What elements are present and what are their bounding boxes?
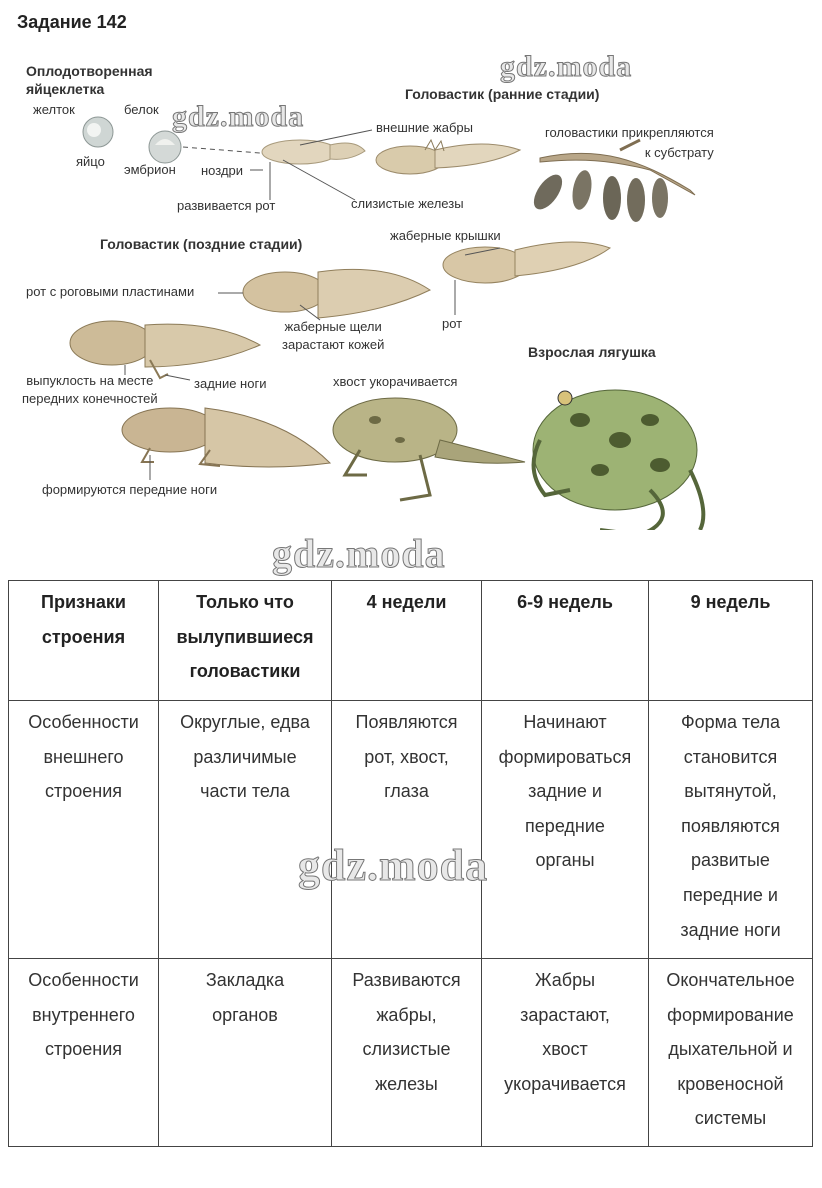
- cell-text: хвост: [542, 1039, 588, 1060]
- cell-text: задние и: [528, 781, 602, 802]
- header-fertilized-egg: [26, 62, 153, 98]
- task-title: Задание 142: [17, 12, 127, 32]
- cell-text: глаза: [384, 781, 429, 802]
- header-cell-6-9-weeks: [482, 581, 649, 701]
- label-gill-covers: жаберные крышки: [390, 228, 501, 243]
- cell-text: органов: [212, 1004, 278, 1025]
- header-cell-4-weeks: [332, 581, 482, 701]
- cell-text: формироваться: [498, 746, 632, 767]
- cell-text: органы: [535, 850, 595, 871]
- cell-text: появляются: [681, 815, 780, 836]
- cell-external-6-9-weeks: [482, 701, 649, 959]
- cell-text: становится: [683, 746, 778, 767]
- early-tadpole-2: [376, 140, 520, 174]
- cell-internal-6-9-weeks: [482, 959, 649, 1147]
- cell-text: Особенности: [28, 970, 139, 990]
- cell-text: Развиваются: [352, 970, 461, 990]
- cell-internal-just-hatched: [159, 959, 332, 1147]
- label-mouth-develops: развивается рот: [177, 198, 276, 213]
- table-row: [9, 701, 813, 959]
- cell-text: строения: [44, 781, 123, 802]
- label-gill-slits-line1: жаберные щели: [284, 319, 382, 334]
- froglet-illustration: [333, 398, 525, 500]
- table-row: [9, 959, 813, 1147]
- label-bulge-line1: выпуклость на месте: [26, 373, 154, 388]
- label-nostrils: ноздри: [201, 163, 244, 178]
- cell-text: рот, хвост,: [364, 746, 449, 767]
- cell-internal-9-weeks: [649, 959, 813, 1147]
- label-front-limb-bulge: [22, 372, 158, 408]
- label-tail-shortens: хвост укорачивается: [333, 374, 458, 389]
- cell-text: части тела: [200, 781, 290, 802]
- header-fertilized-egg-line1: Оплодотворенная: [26, 63, 153, 79]
- label-gill-slits: [282, 318, 384, 354]
- adult-frog-illustration: [533, 390, 703, 530]
- cell-text: железы: [375, 1073, 438, 1094]
- tadpole-horny-mouth: [243, 269, 430, 318]
- cell-text: различимые: [193, 746, 297, 767]
- header-adult-frog: Взрослая лягушка: [528, 344, 656, 360]
- header-text: 9 недель: [690, 592, 771, 612]
- cell-text: передние и: [683, 884, 778, 905]
- table-header-row: [9, 581, 813, 701]
- egg-illustration: [83, 117, 113, 147]
- label-attached-line1: головастики прикрепляются: [545, 125, 714, 140]
- label-hind-legs: задние ноги: [194, 376, 267, 391]
- tadpole-gill-covers: [443, 242, 610, 283]
- header-fertilized-egg-line2: яйцеклетка: [26, 81, 105, 97]
- cell-text: укорачивается: [504, 1073, 626, 1094]
- cell-text: Жабры: [534, 970, 596, 990]
- cell-text: передние: [525, 815, 605, 836]
- cell-text: формирование: [667, 1004, 794, 1025]
- cell-internal-4-weeks: [332, 959, 482, 1147]
- cell-text: внутреннего: [32, 1004, 135, 1025]
- label-gill-slits-line2: зарастают кожей: [282, 337, 385, 352]
- label-mucous-glands: слизистые железы: [351, 196, 464, 211]
- watermark: gdz.moda: [272, 531, 446, 576]
- watermark: gdz.moda: [298, 841, 489, 890]
- label-egg: яйцо: [76, 154, 105, 169]
- cell-text: Округлые, едва: [180, 712, 310, 732]
- watermark: gdz.moda: [172, 100, 305, 133]
- cell-text: задние ноги: [680, 919, 781, 940]
- cell-text: кровеносной: [677, 1073, 784, 1094]
- label-attached-tadpoles: [545, 123, 714, 163]
- header-cell-features: [9, 581, 159, 701]
- label-attached-line2: к субстрату: [644, 145, 714, 160]
- cell-text: зарастают,: [520, 1004, 610, 1025]
- label-front-legs-form: формируются передние ноги: [42, 482, 218, 497]
- label-yolk: желток: [33, 102, 75, 117]
- header-text: вылупившиеся: [176, 626, 314, 647]
- cell-text: дыхательной и: [668, 1039, 793, 1060]
- cell-text: системы: [694, 1108, 767, 1129]
- cell-text: развитые: [691, 850, 770, 871]
- label-bulge-line2: передних конечностей: [22, 391, 158, 406]
- header-cell-9-weeks: [649, 581, 813, 701]
- header-text: 6-9 недель: [517, 592, 613, 612]
- embryon-illustration: [149, 131, 181, 163]
- header-late-stages: Головастик (поздние стадии): [100, 236, 303, 252]
- header-text: Признаки: [41, 592, 126, 612]
- development-table: [8, 580, 813, 1147]
- cell-text: внешнего: [43, 746, 124, 767]
- tadpole-forming-legs: [122, 408, 330, 467]
- cell-text: Появляются: [355, 712, 458, 732]
- tadpole-front-limb-bulge: [70, 321, 260, 378]
- cell-external-just-hatched: [159, 701, 332, 959]
- early-tadpole-1: [262, 140, 365, 164]
- header-early-stages: Головастик (ранние стадии): [405, 86, 600, 102]
- label-albumen: белок: [124, 102, 159, 117]
- cell-internal-features: [9, 959, 159, 1147]
- header-text: головастики: [189, 661, 301, 682]
- cell-text: Окончательное: [666, 970, 795, 990]
- watermark: gdz.moda: [500, 50, 633, 83]
- header-cell-just-hatched: [159, 581, 332, 701]
- header-text: строения: [41, 626, 126, 647]
- cell-text: Закладка: [205, 970, 285, 990]
- cell-text: Начинают: [523, 712, 607, 732]
- cell-external-9-weeks: [649, 701, 813, 959]
- label-mouth: рот: [442, 316, 463, 331]
- cell-text: слизистые: [362, 1039, 451, 1060]
- header-text: Только что: [196, 592, 294, 612]
- label-embryon: эмбрион: [124, 162, 176, 177]
- cell-external-features: [9, 701, 159, 959]
- label-external-gills: внешние жабры: [376, 120, 473, 135]
- label-horny-mouth: рот с роговыми пластинами: [26, 284, 195, 299]
- header-text: 4 недели: [366, 592, 447, 612]
- cell-text: Особенности: [28, 712, 139, 732]
- cell-text: вытянутой,: [684, 781, 777, 802]
- frog-development-diagram: [0, 50, 822, 576]
- cell-text: строения: [44, 1039, 123, 1060]
- cell-text: жабры,: [376, 1004, 437, 1025]
- cell-external-4-weeks: [332, 701, 482, 959]
- cell-text: Форма тела: [680, 712, 781, 732]
